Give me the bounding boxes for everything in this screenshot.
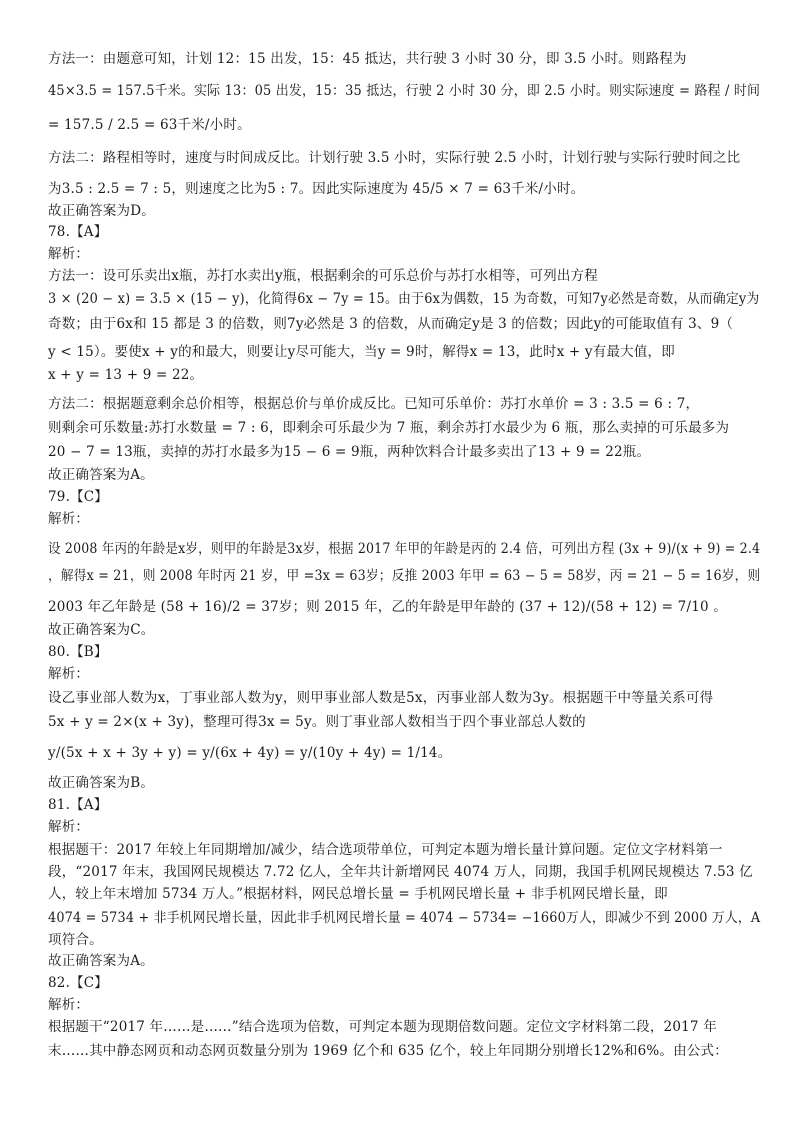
text-line: 45×3.5 = 157.5千米。实际 13：05 出发，15：35 抵达，行驶 2 小时 30 分，即 2.5 小时。则实际速度 = 路程 / 时间 [48, 83, 761, 99]
text-line: 故正确答案为A。 [48, 953, 154, 969]
question-number: 79.【C】 [48, 489, 108, 505]
text-line: 5x + y = 2×(x + 3y)，整理可得3x = 5y。则丁事业部人数相当于四个事业部总人数的 [48, 714, 586, 730]
text-line: 方法二：根据题意剩余总价相等，根据总价与单价成反比。已知可乐单价：苏打水单价 = 3 : 3.5 = 6 : 7， [48, 396, 700, 412]
text-line: 则剩余可乐数量:苏打水数量 = 7 : 6，即剩余可乐最少为 7 瓶，剩余苏打水最少为 6 瓶，那么卖掉的可乐最多为 [48, 420, 730, 436]
text-line: 解析： [48, 511, 90, 527]
text-line: 人，较上年末增加 5734 万人。”根据材料，网民总增长量 = 手机网民增长量 + 非手机网民增长量，即 [48, 886, 668, 902]
question-number: 78.【A】 [48, 224, 108, 240]
text-line: y/(5x + x + 3y + y) = y/(6x + 4y) = y/(10y + 4y) = 1/14。 [48, 745, 452, 761]
question-number: 81.【A】 [48, 797, 108, 813]
text-line: 解析： [48, 666, 90, 682]
text-line: 2003 年乙年龄是 (58 + 16)/2 = 37岁；则 2015 年，乙的年龄是甲年龄的 (37 + 12)/(58 + 12) = 7/10 。 [48, 599, 727, 615]
text-line: 解析： [48, 246, 90, 262]
text-line: 故正确答案为C。 [48, 622, 155, 638]
text-line: 设乙事业部人数为x，丁事业部人数为y，则甲事业部人数是5x，丙事业部人数为3y。根据题干中等量关系可得 [48, 690, 714, 706]
text-line: ，解得x = 21，则 2008 年时丙 21 岁，甲 =3x = 63岁；反推 2003 年甲 = 63 − 5 = 58岁，丙 = 21 − 5 = 16岁，则 [48, 568, 761, 584]
text-line: 故正确答案为B。 [48, 775, 155, 791]
text-line: y < 15）。要使x + y的和最大，则要让y尽可能大，当y = 9时，解得x = 13，此时x + y有最大值，即 [48, 344, 675, 360]
text-line: 3 × (20 − x) = 3.5 × (15 − y)，化简得6x − 7y = 15。由于6x为偶数，15 为奇数，可知7y必然是奇数，从而确定y为 [48, 291, 760, 307]
text-line: 根据题干：2017 年较上年同期增加/减少，结合选项带单位，可判定本题为增长量计算问题。定位文字材料第一 [48, 842, 723, 858]
text-line: 设 2008 年丙的年龄是x岁，则甲的年龄是3x岁，根据 2017 年甲的年龄是丙的 2.4 倍，可列出方程 (3x + 9)/(x + 9) = 2.4 [48, 541, 761, 557]
question-number: 80.【B】 [48, 644, 108, 660]
text-line: 根据题干“2017 年……是……”结合选项为倍数，可判定本题为现期倍数问题。定位文字材料第二段，2017 年 [48, 1019, 717, 1035]
text-line: 故正确答案为A。 [48, 467, 154, 483]
text-line: 解析： [48, 997, 90, 1013]
text-line: 项符合。 [48, 932, 103, 948]
text-line: 末……其中静态网页和动态网页数量分别为 1969 亿个和 635 亿个，较上年同期分别增长12%和6%。由公式： [48, 1043, 728, 1059]
text-line: 方法二：路程相等时，速度与时间成反比。计划行驶 3.5 小时，实际行驶 2.5 小时，计划行驶与实际行驶时间之比 [48, 150, 741, 166]
text-line: 4074 = 5734 + 非手机网民增长量，因此非手机网民增长量 = 4074 − 5734= −1660万人，即减少不到 2000 万人，A [48, 910, 761, 926]
text-line: 方法一：设可乐卖出x瓶，苏打水卖出y瓶，根据剩余的可乐总价与苏打水相等，可列出方程 [48, 268, 598, 284]
question-number: 82.【C】 [48, 975, 108, 991]
text-line: x + y = 13 + 9 = 22。 [48, 367, 204, 383]
text-line: 奇数；由于6x和 15 都是 3 的倍数，则7y必然是 3 的倍数，从而确定y是 3 的倍数；因此y的可能取值有 3、9（ [48, 316, 734, 332]
text-line: 段，“2017 年末，我国网民规模达 7.72 亿人，全年共计新增网民 4074 万人，同期，我国手机网民规模达 7.53 亿 [48, 864, 753, 880]
text-line: 故正确答案为D。 [48, 203, 155, 219]
text-line: 20 − 7 = 13瓶，卖掉的苏打水最多为15 − 6 = 9瓶，两种饮料合计最多卖出了13 + 9 = 22瓶。 [48, 444, 651, 460]
text-line: = 157.5 / 2.5 = 63千米/小时。 [48, 117, 251, 133]
text-line: 解析： [48, 819, 90, 835]
text-line: 为3.5 : 2.5 = 7 : 5，则速度之比为5 : 7。因此实际速度为 45/5 × 7 = 63千米/小时。 [48, 181, 585, 197]
text-line: 方法一：由题意可知，计划 12：15 出发，15：45 抵达，共行驶 3 小时 30 分，即 3.5 小时。则路程为 [48, 51, 687, 67]
